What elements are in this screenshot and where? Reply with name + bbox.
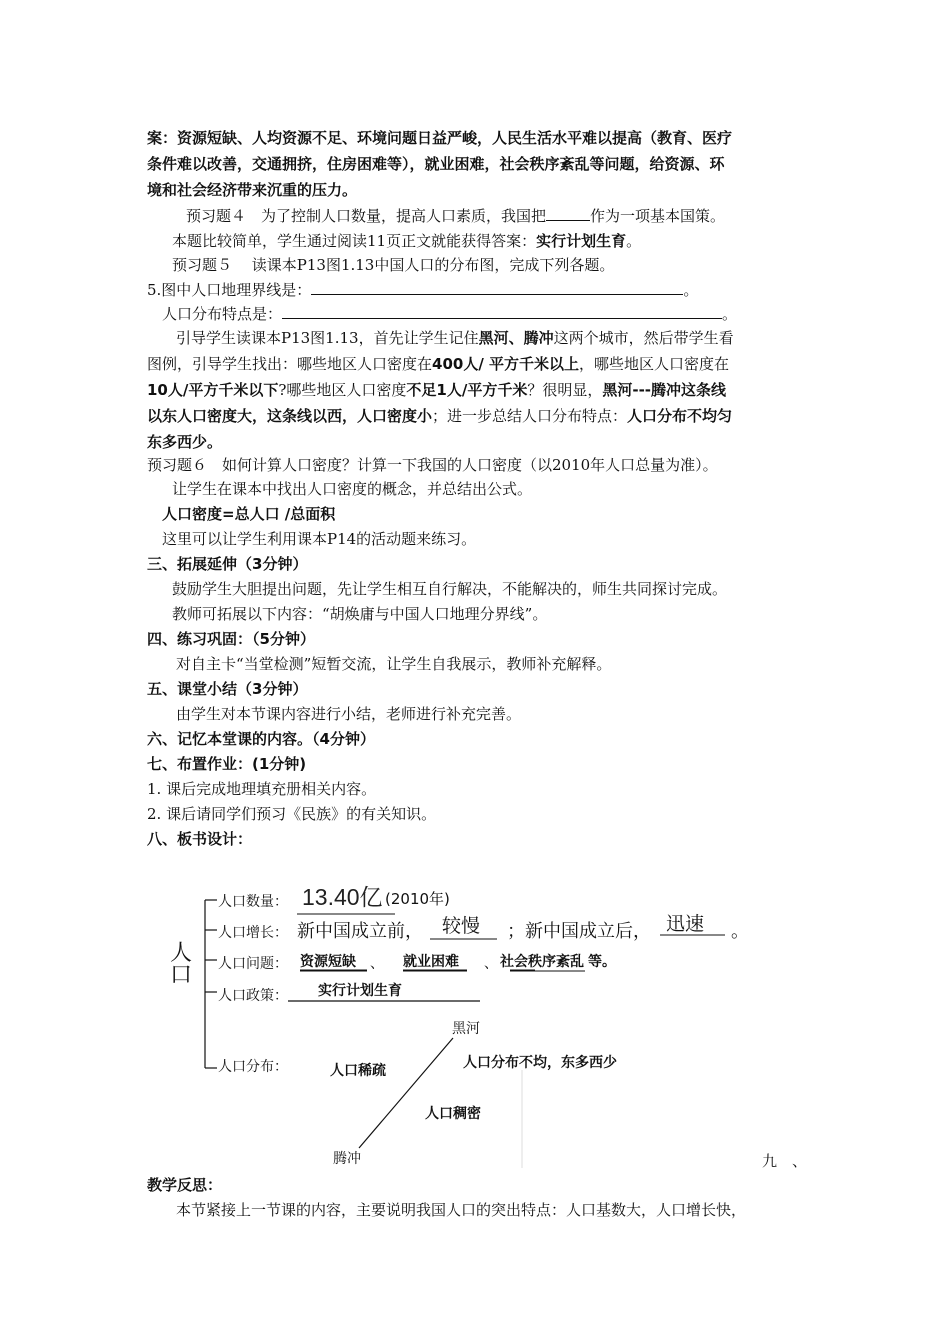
board-problem-sep: 、 xyxy=(370,956,384,972)
guide-line xyxy=(147,379,726,401)
para-line: 案：资源短缺、人均资源不足、环境问题日益严峻，人民生活水平难以提高（教育、医疗 xyxy=(147,129,733,147)
reflection-line: 本节紧接上一节课的内容，主要说明我国人口的突出特点：人口基数大，人口增长快， xyxy=(176,1201,747,1219)
section-5-line: 由学生对本节课内容进行小结，老师进行补充完善。 xyxy=(176,705,522,723)
board-uneven: 人口分布不均，东多西少 xyxy=(463,1055,617,1071)
q6-instruction: 让学生在课本中找出人口密度的概念，并总结出公式。 xyxy=(172,480,533,498)
para-line: 境和社会经济带来沉重的压力。 xyxy=(147,181,358,199)
board-dense: 人口稠密 xyxy=(425,1106,481,1122)
practice-note: 这里可以让学生利用课本P14的活动题来练习。 xyxy=(162,530,477,548)
guide-text: ；进一步总结人口分布特点： xyxy=(432,407,628,425)
section-9-title: 教学反思： xyxy=(147,1176,223,1194)
guide-bold: 以东人口密度大，这条线以西，人口密度小 xyxy=(147,407,433,425)
section-4-title: 四、练习巩固：（5分钟） xyxy=(147,630,315,648)
board-heihe: 黑河 xyxy=(452,1021,480,1037)
guide-line xyxy=(147,353,729,375)
board-growth-slow: 较慢 xyxy=(442,916,481,937)
preview-question-5: 预习题５ 读课本P13图1.13中国人口的分布图，完成下列各题。 xyxy=(172,256,615,274)
q4-answer-line xyxy=(172,230,641,252)
board-growth-label: 人口增长： xyxy=(218,925,288,941)
para-line: 条件难以改善，交通拥挤，住房困难等），就业困难，社会秩序紊乱等问题，给资源、环 xyxy=(147,155,725,173)
guide-line xyxy=(176,327,734,349)
section-7-title: 七、布置作业：(1分钟) xyxy=(147,755,307,773)
board-growth-after: ；新中国成立后， xyxy=(507,921,651,942)
q5-line-2 xyxy=(162,303,737,325)
q4-blank xyxy=(546,206,590,221)
section-6-title: 六、记忆本堂课的内容。（4分钟） xyxy=(147,730,375,748)
guide-text: ？很明显， xyxy=(527,381,603,399)
q4-text: 预习题４ 为了控制人口数量，提高人口素质，我国把 xyxy=(186,207,547,225)
section-3-title: 三、拓展延伸（3分钟） xyxy=(147,555,308,573)
board-growth-fast: 迅速 xyxy=(666,914,705,935)
q5-line-1 xyxy=(147,279,698,301)
board-tengchong: 腾冲 xyxy=(333,1151,361,1167)
guide-text: 图例，引导学生找出：哪些地区人口密度在 xyxy=(147,355,433,373)
q4-answer-end: 。 xyxy=(626,232,642,250)
guide-line: 东多西少。 xyxy=(147,433,223,451)
guide-text: 引导学生读课本P13图1.13，首先让学生记住 xyxy=(176,329,479,347)
homework-item: 2. 课后请同学们预习《民族》的有关知识。 xyxy=(147,805,437,823)
homework-item: 1. 课后完成地理填充册相关内容。 xyxy=(147,780,377,798)
q5-line-2-end: 。 xyxy=(722,305,738,323)
q4-answer-intro: 本题比较简单，学生通过阅读11页正文就能获得答案： xyxy=(172,232,537,250)
guide-bold: 人口分布不均匀 xyxy=(627,407,733,425)
guide-bold: 不足1人/平方千米 xyxy=(406,381,528,399)
board-quantity-label: 人口数量： xyxy=(218,894,288,910)
q5-blank-1 xyxy=(311,280,683,295)
guide-bold: 黑河---腾冲这条线 xyxy=(602,381,727,399)
section-5-title: 五、课堂小结（3分钟） xyxy=(147,680,308,698)
board-problem-end: 等。 xyxy=(588,954,616,970)
q5-blank-2 xyxy=(282,304,722,319)
board-policy-label: 人口政策： xyxy=(218,988,288,1004)
guide-bold: 黑河、腾冲 xyxy=(478,329,554,347)
board-quantity-year: (2010年) xyxy=(385,890,450,908)
q5-line-1-end: 。 xyxy=(683,281,699,299)
guide-bold: 10人/平方千米以下 xyxy=(147,381,279,399)
preview-question-6: 预习题６ 如何计算人口密度？计算一下我国的人口密度（以2010年人口总量为准）。 xyxy=(147,456,718,474)
guide-text: ?哪些地区人口密度 xyxy=(278,381,407,399)
board-growth-end: 。 xyxy=(731,921,749,942)
section-9-number: 九 、 xyxy=(762,1152,808,1170)
q5-line-2-label: 人口分布特点是： xyxy=(162,305,283,323)
board-policy-value: 实行计划生育 xyxy=(318,983,402,999)
section-3-line: 鼓励学生大胆提出问题，先让学生相互自行解决，不能解决的，师生共同探讨完成。 xyxy=(172,580,728,598)
board-problem-1: 资源短缺 xyxy=(300,954,356,970)
board-problem-2: 就业困难 xyxy=(403,954,459,970)
section-3-line: 教师可拓展以下内容：“胡焕庸与中国人口地理分界线”。 xyxy=(172,605,548,623)
board-problem-sep: 、 xyxy=(484,956,498,972)
board-root: 人口 xyxy=(170,941,193,988)
section-4-line: 对自主卡“当堂检测”短暂交流，让学生自我展示，教师补充解释。 xyxy=(176,655,612,673)
board-sparse: 人口稀疏 xyxy=(330,1063,386,1079)
board-growth-before: 新中国成立前， xyxy=(297,921,423,942)
preview-question-4 xyxy=(186,205,725,227)
board-problem-3: 社会秩序紊乱 xyxy=(500,954,584,970)
board-problem-label: 人口问题： xyxy=(218,956,288,972)
guide-text: ，哪些地区人口密度在 xyxy=(579,355,730,373)
q4-text-end: 作为一项基本国策。 xyxy=(590,207,726,225)
guide-text: 这两个城市，然后带学生看 xyxy=(553,329,734,347)
board-quantity-value: 13.40亿 xyxy=(302,884,383,910)
guide-bold: 400人/ 平方千米以上 xyxy=(432,355,580,373)
q4-answer: 实行计划生育 xyxy=(536,232,627,250)
density-formula: 人口密度=总人口 /总面积 xyxy=(162,505,336,523)
guide-line xyxy=(147,405,732,427)
q5-line-1-label: 5.图中人口地理界线是： xyxy=(147,281,312,299)
board-distribution-label: 人口分布： xyxy=(218,1059,288,1075)
section-8-title: 八、板书设计： xyxy=(147,830,253,848)
